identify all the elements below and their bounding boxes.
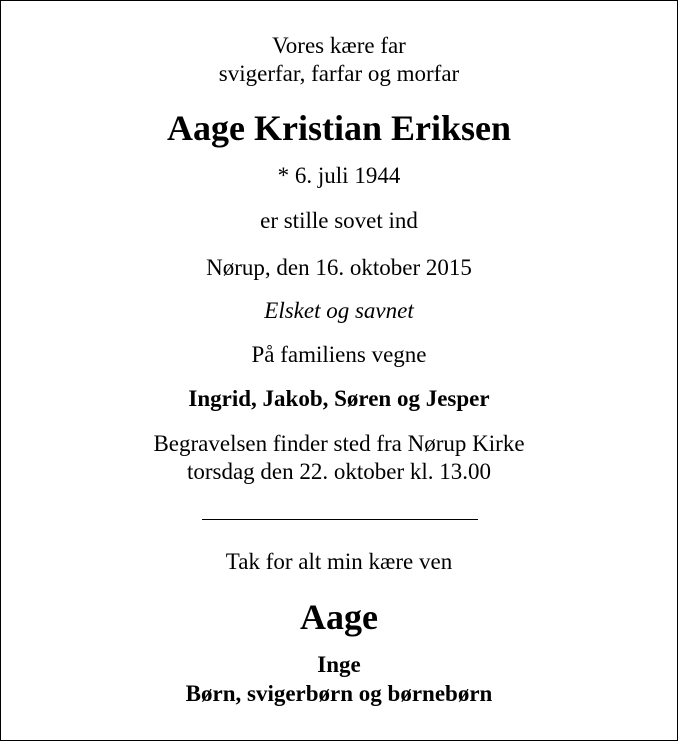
deceased-name: Aage Kristian Eriksen xyxy=(166,108,511,148)
signature-line-2: Børn, svigerbørn og børnebørn xyxy=(185,681,493,706)
friend-name: Aage xyxy=(300,597,378,637)
divider-line xyxy=(202,519,478,520)
thanks-text: Tak for alt min kære ven xyxy=(225,549,453,574)
family-names: Ingrid, Jakob, Søren og Jesper xyxy=(188,386,490,411)
place-date: Nørup, den 16. oktober 2015 xyxy=(206,255,472,280)
signature-line-1: Inge xyxy=(317,652,361,677)
death-phrase: er stille sovet ind xyxy=(260,208,418,233)
intro-line-2: svigerfar, farfar og morfar xyxy=(218,61,460,86)
intro-line-1: Vores kære far xyxy=(272,33,406,58)
birth-date: * 6. juli 1944 xyxy=(277,163,401,188)
funeral-line-1: Begravelsen finder sted fra Nørup Kirke xyxy=(153,431,525,456)
tribute-text: Elsket og savnet xyxy=(264,298,414,323)
funeral-line-2: torsdag den 22. oktober kl. 13.00 xyxy=(186,459,492,484)
family-intro: På familiens vegne xyxy=(251,342,427,367)
